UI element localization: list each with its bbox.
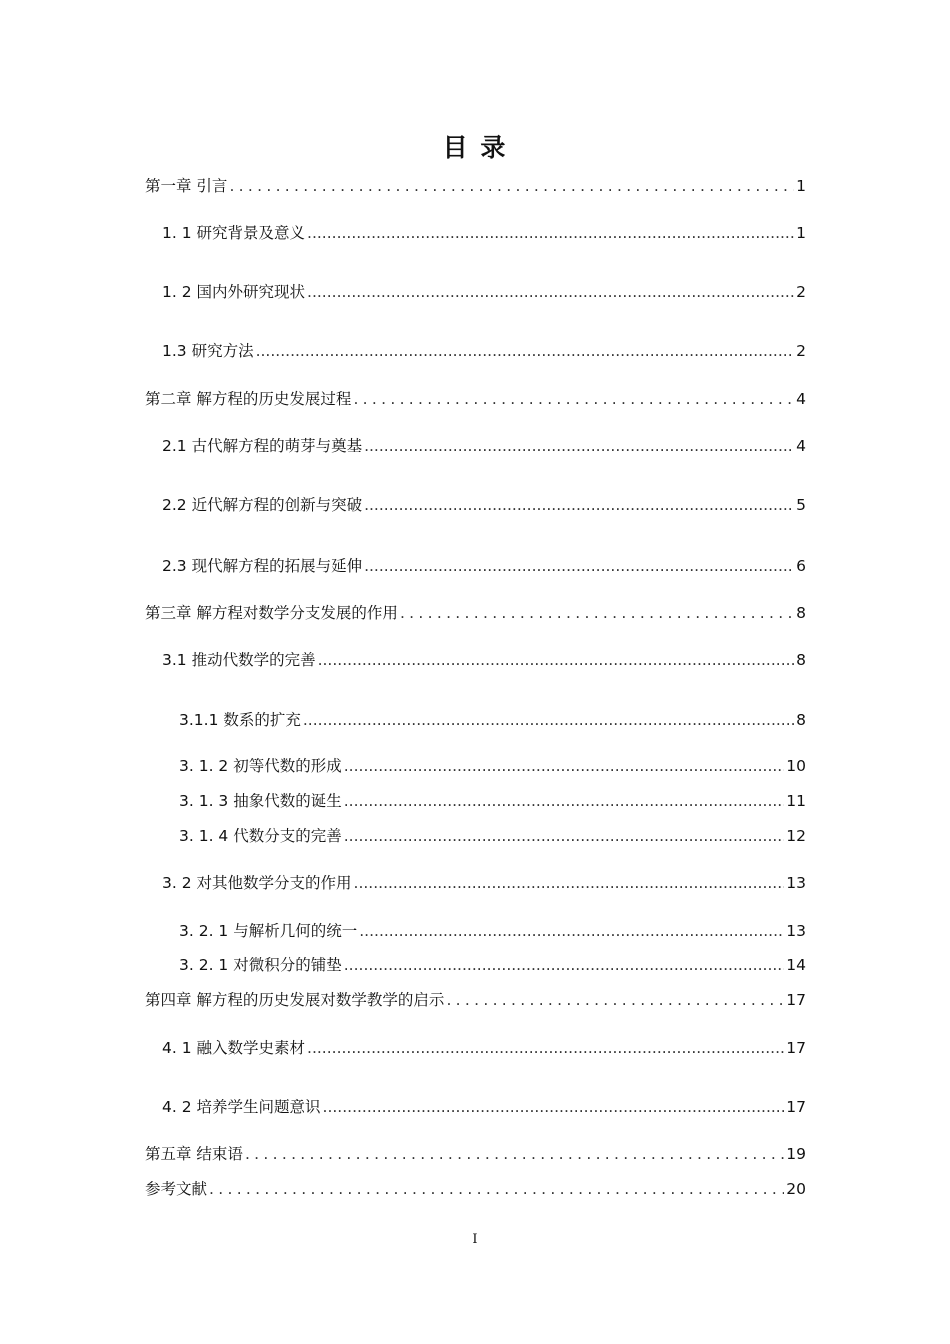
toc-leader <box>364 436 794 456</box>
toc-label: 3. 1. 2 初等代数的形成 <box>179 757 342 775</box>
toc-page: 4 <box>796 437 806 455</box>
toc-page: 2 <box>796 283 806 301</box>
toc-page: 17 <box>786 1039 806 1057</box>
toc-leader <box>446 990 784 1010</box>
toc-entry-3-2-1[interactable] <box>179 921 806 941</box>
toc-entry-3-1-2[interactable] <box>179 756 806 776</box>
toc-label: 参考文献 <box>145 1180 208 1198</box>
toc-entry-2-2[interactable] <box>162 495 806 515</box>
toc-page: 1 <box>796 177 806 195</box>
toc-leader <box>344 791 785 811</box>
toc-entry-4-1[interactable] <box>162 1038 806 1058</box>
toc-label: 3.1.1 数系的扩充 <box>179 711 301 729</box>
toc-entry-references[interactable] <box>145 1179 806 1199</box>
toc-leader <box>364 495 794 515</box>
toc-label: 第三章 解方程对数学分支发展的作用 <box>145 604 398 622</box>
toc-label: 1.3 研究方法 <box>162 342 254 360</box>
toc-label: 第一章 引言 <box>145 177 228 195</box>
toc-label: 3. 2. 1 与解析几何的统一 <box>179 922 358 940</box>
toc-leader <box>229 176 794 196</box>
toc-label: 3.1 推动代数学的完善 <box>162 651 316 669</box>
toc-leader <box>318 650 795 670</box>
toc-leader <box>359 921 784 941</box>
toc-page: 13 <box>786 922 806 940</box>
toc-entry-2-1[interactable] <box>162 436 806 456</box>
toc-leader <box>344 826 785 846</box>
toc-entry-3-1-4[interactable] <box>179 826 806 846</box>
toc-label: 1. 1 研究背景及意义 <box>162 224 306 242</box>
toc-entry-1-3[interactable] <box>162 341 806 361</box>
toc-leader <box>353 389 794 409</box>
toc-leader <box>323 1097 785 1117</box>
toc-leader <box>364 556 794 576</box>
page-number: I <box>472 1232 478 1247</box>
toc-entry-3-2-2[interactable] <box>179 955 806 975</box>
toc-entry-3-1-3[interactable] <box>179 791 806 811</box>
toc-page: 11 <box>786 792 806 810</box>
toc-leader <box>245 1144 784 1164</box>
toc-entry-3-1[interactable] <box>162 650 806 670</box>
toc-leader <box>344 756 785 776</box>
toc-page: 6 <box>796 557 806 575</box>
toc-label: 第四章 解方程的历史发展对数学教学的启示 <box>145 991 445 1009</box>
toc-entry-ch5[interactable] <box>145 1144 806 1164</box>
toc-entry-1-2[interactable] <box>162 282 806 302</box>
toc-page: 8 <box>796 651 806 669</box>
toc-label: 3. 1. 3 抽象代数的诞生 <box>179 792 342 810</box>
toc-entry-3-1-1[interactable] <box>179 710 806 730</box>
toc-label: 4. 2 培养学生问题意识 <box>162 1098 321 1116</box>
toc-entry-ch3[interactable] <box>145 603 806 623</box>
toc-title: 目 录 <box>442 133 508 162</box>
toc-label: 2.2 近代解方程的创新与突破 <box>162 496 363 514</box>
toc-leader <box>307 223 794 243</box>
toc-leader <box>209 1179 784 1199</box>
toc-label: 2.3 现代解方程的拓展与延伸 <box>162 557 363 575</box>
toc-label: 3. 1. 4 代数分支的完善 <box>179 827 342 845</box>
toc-page: 19 <box>786 1145 806 1163</box>
toc-page: 13 <box>786 874 806 892</box>
toc-page: 2 <box>796 342 806 360</box>
toc-label: 4. 1 融入数学史素材 <box>162 1039 306 1057</box>
toc-page: 5 <box>796 496 806 514</box>
toc-page: 12 <box>786 827 806 845</box>
toc-leader <box>256 341 795 361</box>
toc-page: 17 <box>786 991 806 1009</box>
toc-entry-ch4[interactable] <box>145 990 806 1010</box>
toc-leader <box>307 282 794 302</box>
toc-entry-3-2[interactable] <box>162 873 806 893</box>
toc-leader <box>307 1038 784 1058</box>
toc-label: 第二章 解方程的历史发展过程 <box>145 390 352 408</box>
toc-page: 8 <box>796 604 806 622</box>
toc-entry-ch2[interactable] <box>145 389 806 409</box>
toc-label: 3. 2 对其他数学分支的作用 <box>162 874 352 892</box>
toc-page: 1 <box>796 224 806 242</box>
toc-leader <box>400 603 794 623</box>
toc-entry-ch1[interactable] <box>145 176 806 196</box>
toc-leader <box>303 710 794 730</box>
toc-label: 1. 2 国内外研究现状 <box>162 283 306 301</box>
toc-leader <box>354 873 785 893</box>
toc-label: 3. 2. 1 对微积分的铺垫 <box>179 956 342 974</box>
toc-page: 20 <box>786 1180 806 1198</box>
toc-label: 2.1 古代解方程的萌芽与奠基 <box>162 437 363 455</box>
toc-page: 17 <box>786 1098 806 1116</box>
toc-entry-1-1[interactable] <box>162 223 806 243</box>
toc-label: 第五章 结束语 <box>145 1145 243 1163</box>
toc-page: 10 <box>786 757 806 775</box>
toc-page: 4 <box>796 390 806 408</box>
toc-leader <box>344 955 785 975</box>
toc-page: 14 <box>786 956 806 974</box>
toc-entry-2-3[interactable] <box>162 556 806 576</box>
toc-entry-4-2[interactable] <box>162 1097 806 1117</box>
toc-page: 8 <box>796 711 806 729</box>
